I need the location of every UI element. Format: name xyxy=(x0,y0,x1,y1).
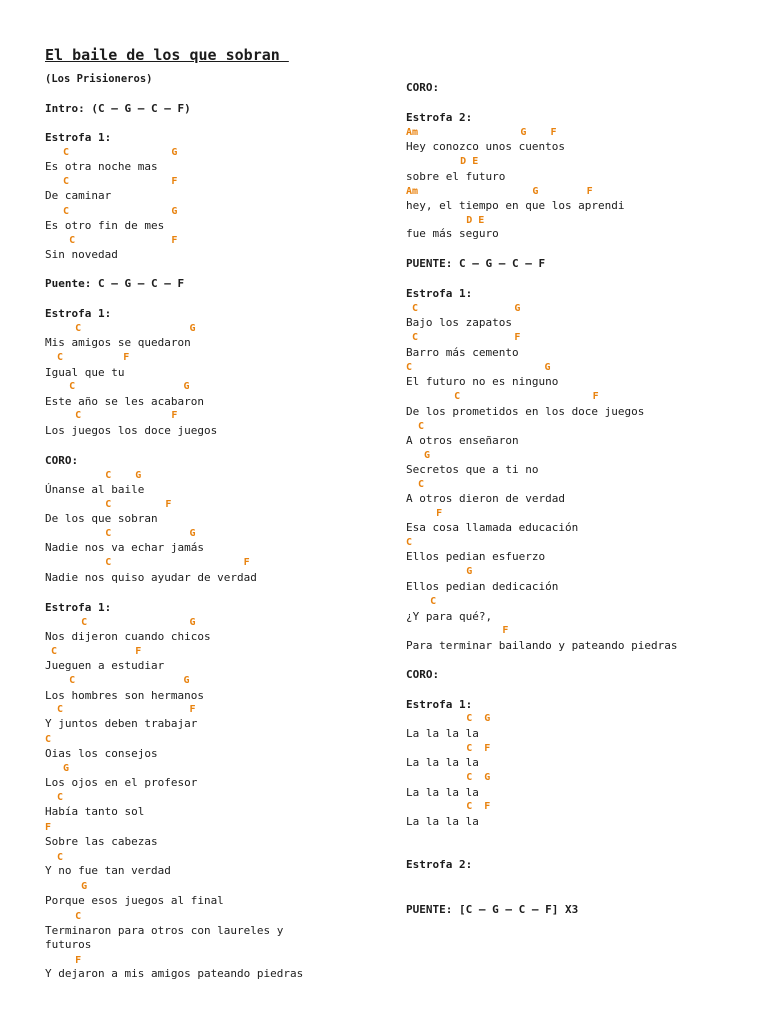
chord-line: C F xyxy=(45,646,142,657)
lyric-line: futuros xyxy=(45,938,92,951)
lyric-line: Los ojos en el profesor xyxy=(45,776,198,789)
lyric-line: Sin novedad xyxy=(45,248,118,261)
chord-line: G xyxy=(45,881,88,892)
lyric-line: Sobre las cabezas xyxy=(45,835,158,848)
lyric-line: Nadie nos quiso ayudar de verdad xyxy=(45,571,257,584)
chord-line: D E xyxy=(406,215,485,226)
lyric-line: De los prometidos en los doce juegos xyxy=(406,405,645,418)
lyric-line: Únanse al baile xyxy=(45,483,145,496)
section-heading: CORO: xyxy=(45,454,79,467)
chord-line: C F xyxy=(406,743,491,754)
lyric-line: Y no fue tan verdad xyxy=(45,864,171,877)
lyric-line: Para terminar bailando y pateando piedras xyxy=(406,639,678,652)
lyric-line: Bajo los zapatos xyxy=(406,316,512,329)
section-heading: CORO: xyxy=(406,668,440,681)
chord-line: C F xyxy=(45,557,250,568)
lyric-line: fue más seguro xyxy=(406,227,499,240)
chord-line: C xyxy=(45,792,64,803)
lyric-line: Los juegos los doce juegos xyxy=(45,424,218,437)
lyric-line: La la la la xyxy=(406,815,479,828)
lyric-line: Había tanto sol xyxy=(45,805,145,818)
chord-line: G xyxy=(406,450,431,461)
lyric-line: Esa cosa llamada educación xyxy=(406,521,579,534)
chord-line: C G xyxy=(406,772,491,783)
lyric-line: ¿Y para qué?, xyxy=(406,610,493,623)
lyric-line: Ellos pedian esfuerzo xyxy=(406,550,546,563)
chord-line: C xyxy=(45,852,64,863)
chord-line: C F xyxy=(406,332,521,343)
lyric-line: sobre el futuro xyxy=(406,170,506,183)
lyric-line: Hey conozco unos cuentos xyxy=(406,140,565,153)
chord-line: C xyxy=(406,479,425,490)
chord-line: C xyxy=(406,537,413,548)
chord-line: C G xyxy=(406,362,551,373)
section-heading: Estrofa 1: xyxy=(406,287,473,300)
chord-line: F xyxy=(406,625,509,636)
chord-line: D E xyxy=(406,156,479,167)
section-heading: Intro: (C – G – C – F) xyxy=(45,102,191,115)
chord-line: Am G F xyxy=(406,127,557,138)
chord-line: Am G F xyxy=(406,186,593,197)
chord-line: C G xyxy=(406,713,491,724)
lyric-line: Secretos que a ti no xyxy=(406,463,539,476)
chord-line: C F xyxy=(45,704,196,715)
chord-line: C G xyxy=(45,617,196,628)
chord-line: C G xyxy=(45,206,178,217)
song-title: El baile de los que sobran xyxy=(45,46,289,64)
chord-line: C F xyxy=(406,801,491,812)
lyric-line: La la la la xyxy=(406,756,479,769)
section-heading: Estrofa 1: xyxy=(406,698,473,711)
chord-line: F xyxy=(406,508,443,519)
lyric-line: Este año se les acabaron xyxy=(45,395,204,408)
chord-line: C G xyxy=(45,675,190,686)
chord-line: G xyxy=(45,763,70,774)
chord-line: C G xyxy=(406,303,521,314)
lyric-line: Los hombres son hermanos xyxy=(45,689,204,702)
lyric-line: Nadie nos va echar jamás xyxy=(45,541,204,554)
chord-line: C G xyxy=(45,381,190,392)
lyric-line: Ellos pedian dedicación xyxy=(406,580,559,593)
chord-line: F xyxy=(45,822,52,833)
lyric-line: Mis amigos se quedaron xyxy=(45,336,191,349)
lyric-line: Jueguen a estudiar xyxy=(45,659,165,672)
lyric-line: Oias los consejos xyxy=(45,747,158,760)
chord-line: C xyxy=(406,421,425,432)
chord-line: C F xyxy=(45,499,172,510)
chord-line: C G xyxy=(45,470,142,481)
chord-line: C F xyxy=(45,352,130,363)
lyric-line: Igual que tu xyxy=(45,366,125,379)
lyric-line: Porque esos juegos al final xyxy=(45,894,224,907)
section-heading: Estrofa 2: xyxy=(406,111,473,124)
chord-line: C F xyxy=(406,391,599,402)
chord-line: C F xyxy=(45,176,178,187)
section-heading: Estrofa 1: xyxy=(45,307,112,320)
section-heading: PUENTE: C – G – C – F xyxy=(406,257,546,270)
lyric-line: La la la la xyxy=(406,786,479,799)
section-heading: CORO: xyxy=(406,81,440,94)
chord-line: C F xyxy=(45,410,178,421)
chord-line: C G xyxy=(45,528,196,539)
chord-line: C F xyxy=(45,235,178,246)
section-heading: Estrofa 2: xyxy=(406,858,473,871)
lyric-line: Barro más cemento xyxy=(406,346,519,359)
lyric-line: Terminaron para otros con laureles y xyxy=(45,924,284,937)
chord-line: C xyxy=(45,911,82,922)
chord-line: C G xyxy=(45,147,178,158)
lyric-line: El futuro no es ninguno xyxy=(406,375,559,388)
lyric-line: De los que sobran xyxy=(45,512,158,525)
chord-line: G xyxy=(406,566,473,577)
chord-line: C G xyxy=(45,323,196,334)
section-heading: Estrofa 1: xyxy=(45,601,112,614)
chord-line: C xyxy=(406,596,437,607)
lyric-line: Y juntos deben trabajar xyxy=(45,717,198,730)
section-heading: Estrofa 1: xyxy=(45,131,112,144)
lyric-line: La la la la xyxy=(406,727,479,740)
chord-line: C xyxy=(45,734,52,745)
lyric-line: De caminar xyxy=(45,189,112,202)
lyric-line: Es otro fin de mes xyxy=(45,219,165,232)
section-heading: Puente: C – G – C – F xyxy=(45,277,185,290)
lyric-line: hey, el tiempo en que los aprendi xyxy=(406,199,625,212)
lyric-line: A otros dieron de verdad xyxy=(406,492,565,505)
chord-line: F xyxy=(45,955,82,966)
lyric-line: Nos dijeron cuando chicos xyxy=(45,630,211,643)
section-heading: PUENTE: [C – G – C – F] X3 xyxy=(406,903,579,916)
lyric-line: Y dejaron a mis amigos pateando piedras xyxy=(45,967,304,980)
lyric-line: Es otra noche mas xyxy=(45,160,158,173)
lyric-line: A otros enseñaron xyxy=(406,434,519,447)
artist-subtitle: (Los Prisioneros) xyxy=(45,73,153,85)
